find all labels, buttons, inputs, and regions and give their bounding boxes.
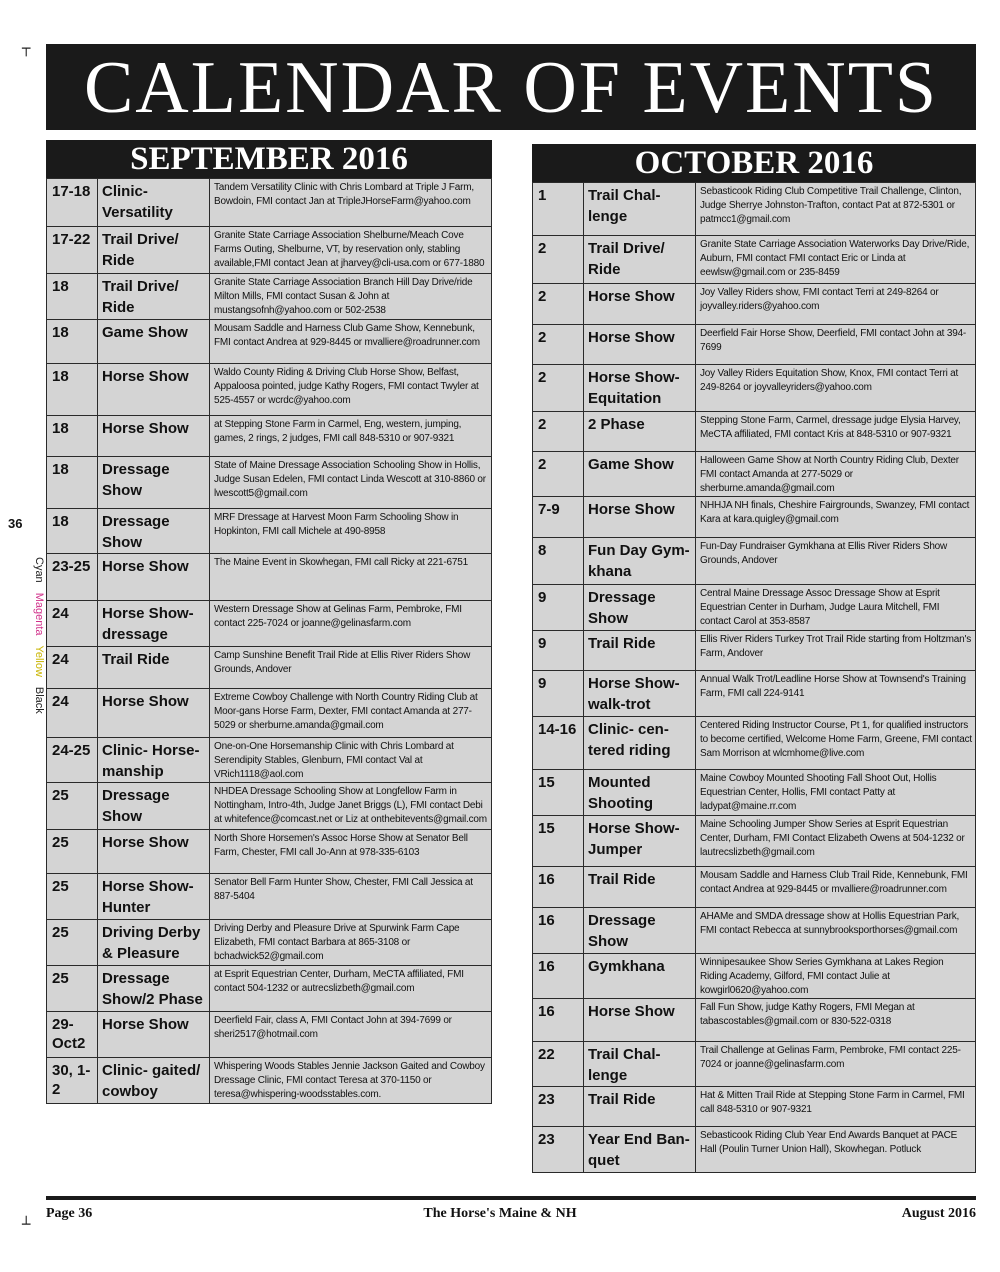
event-row: [533, 236, 976, 284]
event-type: Horse Show: [584, 284, 696, 325]
footer-publication: The Horse's Maine & NH: [423, 1206, 577, 1221]
event-description: Winnipesaukee Show Series Gymkhana at Lakes Region Riding Academy, Gilford, FMI contact Julie at kowgirl0620@yahoo.com: [696, 954, 976, 999]
event-date: 23: [533, 1087, 584, 1127]
event-type: Trail Drive/ Ride: [98, 227, 210, 274]
event-type: Dressage Show: [98, 783, 210, 830]
september-events-table: [46, 178, 492, 1104]
event-description: Central Maine Dressage Assoc Dressage Show at Esprit Equestrian Center in Durham, Judge Laura Mitchell, FMI contact Carol at 353-8587: [696, 585, 976, 631]
event-date: 2: [533, 325, 584, 365]
event-description: Mousam Saddle and Harness Club Trail Ride, Kennebunk, FMI contact Andrea at 929-8445 or mvalliere@roadrunner.com: [696, 867, 976, 908]
event-type: Trail Ride: [584, 631, 696, 671]
event-row: [47, 554, 492, 601]
event-type: Horse Show-dressage: [98, 601, 210, 647]
event-type: Clinic- cen-tered riding: [584, 717, 696, 770]
event-description: North Shore Horsemen's Assoc Horse Show at Senator Bell Farm, Chester, FMI call Jo-Ann at 978-335-6103: [210, 830, 492, 874]
event-description: Granite State Carriage Association Waterworks Day Drive/Ride, Auburn, FMI contact FMI contact Eric or Linda at eewlsw@gmail.com or 235-8459: [696, 236, 976, 284]
event-type: Dressage Show: [98, 457, 210, 509]
event-type: 2 Phase: [584, 412, 696, 452]
event-description: Maine Schooling Jumper Show Series at Esprit Equestrian Center, Durham, FMI Contact Elizabeth Owens at 504-1232 or lautrecslizbeth@gmail.com: [696, 816, 976, 867]
event-type: Trail Chal-lenge: [584, 183, 696, 236]
event-date: 15: [533, 816, 584, 867]
event-row: [533, 717, 976, 770]
event-description: Halloween Game Show at North Country Riding Club, Dexter FMI contact Amanda at 277-5029 or sherburne.amanda@gmail.com: [696, 452, 976, 497]
event-type: Trail Ride: [584, 867, 696, 908]
event-row: [533, 908, 976, 954]
event-description: Trail Challenge at Gelinas Farm, Pembroke, FMI contact 225-7024 or joanne@gelinasfarm.com: [696, 1042, 976, 1087]
event-date: 25: [47, 966, 98, 1012]
event-type: Horse Show: [584, 497, 696, 538]
event-description: Granite State Carriage Association Branch Hill Day Drive/ride Milton Mills, FMI contact Susan & John at mustangsofnh@yahoo.com or 502-2538: [210, 274, 492, 320]
event-description: Joy Valley Riders show, FMI contact Terri at 249-8264 or joyvalley.riders@yahoo.com: [696, 284, 976, 325]
color-registration-labels: [33, 557, 45, 727]
event-date: 24: [47, 689, 98, 738]
event-row: [533, 325, 976, 365]
event-date: 17-18: [47, 179, 98, 227]
event-date: 23-25: [47, 554, 98, 601]
event-type: Horse Show: [584, 999, 696, 1042]
event-description: Centered Riding Instructor Course, Pt 1, for qualified instructors to become certified, Welcome Home Farm, Greene, FMI contact Sam Morrison at wlcmhome@live.com: [696, 717, 976, 770]
event-type: Gymkhana: [584, 954, 696, 999]
event-type: Horse Show-Hunter: [98, 874, 210, 920]
event-row: [47, 966, 492, 1012]
event-type: Clinic- Versatility: [98, 179, 210, 227]
event-row: [47, 920, 492, 966]
event-date: 16: [533, 867, 584, 908]
event-row: [47, 1012, 492, 1058]
event-row: [533, 497, 976, 538]
event-row: [47, 320, 492, 364]
event-description: Ellis River Riders Turkey Trot Trail Ride starting from Holtzman's Farm, Andover: [696, 631, 976, 671]
event-type: Horse Show: [98, 830, 210, 874]
event-row: [533, 1087, 976, 1127]
event-date: 25: [47, 874, 98, 920]
event-row: [533, 867, 976, 908]
event-description: at Esprit Equestrian Center, Durham, MeCTA affiliated, FMI contact 504-1232 or autrecslizbeth@gmail.com: [210, 966, 492, 1012]
event-row: [533, 671, 976, 717]
event-description: Annual Walk Trot/Leadline Horse Show at Townsend's Training Farm, FMI call 224-9141: [696, 671, 976, 717]
footer-page: Page 36: [46, 1206, 93, 1221]
event-type: Mounted Shooting: [584, 770, 696, 816]
event-description: NHDEA Dressage Schooling Show at Longfellow Farm in Nottingham, Intro-4th, Judge Janet Briggs (L), FMI contact Debi at whitefence@comcast.net or Liz at onthebitevents@gmail.com: [210, 783, 492, 830]
event-date: 9: [533, 671, 584, 717]
event-row: [533, 365, 976, 412]
event-row: [47, 1058, 492, 1104]
event-description: One-on-One Horsemanship Clinic with Chris Lombard at Serendipity Stables, Glenburn, FMI contact Val at VRich1118@aol.com: [210, 738, 492, 783]
event-date: 2: [533, 452, 584, 497]
event-row: [47, 416, 492, 457]
event-row: [533, 412, 976, 452]
event-type: Horse Show-Jumper: [584, 816, 696, 867]
event-description: Fun-Day Fundraiser Gymkhana at Ellis River Riders Show Grounds, Andover: [696, 538, 976, 585]
event-type: Horse Show-walk-trot: [584, 671, 696, 717]
event-row: [533, 538, 976, 585]
footer-rule: [46, 1196, 976, 1200]
event-date: 25: [47, 920, 98, 966]
footer-date: August 2016: [901, 1206, 976, 1221]
event-type: Trail Drive/ Ride: [584, 236, 696, 284]
event-row: [47, 227, 492, 274]
event-type: Trail Drive/ Ride: [98, 274, 210, 320]
event-description: AHAMe and SMDA dressage show at Hollis Equestrian Park, FMI contact Rebecca at sunnybrooksporthorses@gmail.com: [696, 908, 976, 954]
event-description: Deerfield Fair, class A, FMI Contact John at 394-7699 or sheri2517@hotmail.com: [210, 1012, 492, 1058]
event-date: 16: [533, 999, 584, 1042]
event-row: [47, 274, 492, 320]
event-type: Horse Show: [584, 325, 696, 365]
event-type: Trail Ride: [98, 647, 210, 689]
color-label: Cyan: [33, 557, 45, 583]
event-row: [47, 689, 492, 738]
event-description: Fall Fun Show, judge Kathy Rogers, FMI Megan at tabascostables@gmail.com or 830-522-0318: [696, 999, 976, 1042]
event-description: Granite State Carriage Association Shelburne/Meach Cove Farms Outing, Shelburne, VT, by reservation only, stabling available,FMI contact Jean at jharvey@cli-usa.com or 677-1880: [210, 227, 492, 274]
event-description: Western Dressage Show at Gelinas Farm, Pembroke, FMI contact 225-7024 or joanne@gelinasfarm.com: [210, 601, 492, 647]
event-date: 9: [533, 631, 584, 671]
event-description: Maine Cowboy Mounted Shooting Fall Shoot Out, Hollis Equestrian Center, Hollis, FMI contact Patty at ladypat@maine.rr.com: [696, 770, 976, 816]
color-label: Yellow: [33, 645, 45, 677]
event-date: 25: [47, 830, 98, 874]
september-heading: SEPTEMBER 2016: [46, 140, 492, 178]
event-date: 8: [533, 538, 584, 585]
event-description: Driving Derby and Pleasure Drive at Spurwink Farm Cape Elizabeth, FMI contact Barbara at 865-3108 or bchadwick52@gmail.com: [210, 920, 492, 966]
event-date: 1: [533, 183, 584, 236]
event-type: Clinic- gaited/ cowboy: [98, 1058, 210, 1104]
event-description: Senator Bell Farm Hunter Show, Chester, FMI Call Jessica at 887-5404: [210, 874, 492, 920]
event-row: [533, 284, 976, 325]
event-description: The Maine Event in Skowhegan, FMI call Ricky at 221-6751: [210, 554, 492, 601]
event-date: 17-22: [47, 227, 98, 274]
event-row: [533, 1127, 976, 1173]
event-description: Whispering Woods Stables Jennie Jackson Gaited and Cowboy Dressage Clinic, FMI contact Teresa at 370-1150 or teresa@whispering-woodsstables.com.: [210, 1058, 492, 1104]
page-title: CALENDAR OF EVENTS: [46, 44, 976, 130]
event-description: Joy Valley Riders Equitation Show, Knox, FMI contact Terri at 249-8264 or joyvalleyriders@yahoo.com: [696, 365, 976, 412]
event-date: 18: [47, 274, 98, 320]
event-type: Dressage Show: [584, 585, 696, 631]
event-description: Waldo County Riding & Driving Club Horse Show, Belfast, Appaloosa pointed, judge Kathy Rogers, FMI contact Twyler at 525-4557 or wcrdc@yahoo.com: [210, 364, 492, 416]
event-type: Horse Show: [98, 416, 210, 457]
event-row: [47, 647, 492, 689]
event-row: [47, 509, 492, 554]
event-date: 16: [533, 954, 584, 999]
event-type: Horse Show: [98, 1012, 210, 1058]
event-row: [47, 783, 492, 830]
event-description: MRF Dressage at Harvest Moon Farm Schooling Show in Hopkinton, FMI call Michele at 490-8958: [210, 509, 492, 554]
event-row: [533, 183, 976, 236]
event-date: 18: [47, 320, 98, 364]
event-date: 22: [533, 1042, 584, 1087]
event-row: [533, 816, 976, 867]
event-description: Deerfield Fair Horse Show, Deerfield, FMI contact John at 394-7699: [696, 325, 976, 365]
event-type: Clinic- Horse-manship: [98, 738, 210, 783]
event-description: at Stepping Stone Farm in Carmel, Eng, western, jumping, games, 2 rings, 2 judges, FMI call 848-5310 or 907-9321: [210, 416, 492, 457]
event-description: Stepping Stone Farm, Carmel, dressage judge Elysia Harvey, MeCTA affiliated, FMI contact Kris at 848-5310 or 907-9321: [696, 412, 976, 452]
event-date: 16: [533, 908, 584, 954]
event-row: [47, 601, 492, 647]
event-date: 25: [47, 783, 98, 830]
event-date: 2: [533, 365, 584, 412]
event-date: 18: [47, 457, 98, 509]
event-type: Driving Derby & Pleasure: [98, 920, 210, 966]
event-date: 30, 1-2: [47, 1058, 98, 1104]
event-date: 29-Oct2: [47, 1012, 98, 1058]
event-description: Extreme Cowboy Challenge with North Country Riding Club at Moor-gans Horse Farm, Dexter, FMI contact Amanda at 277-5029 or sherburne.amanda@gmail.com: [210, 689, 492, 738]
color-label: Black: [33, 686, 45, 714]
event-row: [533, 999, 976, 1042]
event-row: [47, 738, 492, 783]
event-type: Horse Show: [98, 364, 210, 416]
event-type: Dressage Show: [98, 509, 210, 554]
event-row: [533, 585, 976, 631]
crop-mark-bottom: ┴: [22, 1217, 31, 1233]
event-description: Mousam Saddle and Harness Club Game Show, Kennebunk, FMI contact Andrea at 929-8445 or mvalliere@roadrunner.com: [210, 320, 492, 364]
event-description: NHHJA NH finals, Cheshire Fairgrounds, Swanzey, FMI contact Kara at kara.quigley@gmail.com: [696, 497, 976, 538]
event-type: Year End Ban-quet: [584, 1127, 696, 1173]
event-row: [47, 457, 492, 509]
event-type: Dressage Show/2 Phase: [98, 966, 210, 1012]
event-type: Horse Show: [98, 554, 210, 601]
event-date: 2: [533, 284, 584, 325]
event-description: Sebasticook Riding Club Year End Awards Banquet at PACE Hall (Poulin Turner Union Hall), Skowhegan. Potluck: [696, 1127, 976, 1173]
event-row: [533, 452, 976, 497]
event-row: [47, 364, 492, 416]
event-type: Trail Chal-lenge: [584, 1042, 696, 1087]
event-description: Hat & Mitten Trail Ride at Stepping Stone Farm in Carmel, FMI call 848-5310 or 907-9321: [696, 1087, 976, 1127]
event-type: Horse Show: [98, 689, 210, 738]
event-type: Dressage Show: [584, 908, 696, 954]
event-date: 2: [533, 412, 584, 452]
october-heading: OCTOBER 2016: [532, 144, 976, 182]
event-date: 7-9: [533, 497, 584, 538]
event-date: 24-25: [47, 738, 98, 783]
event-date: 14-16: [533, 717, 584, 770]
event-type: Horse Show-Equitation: [584, 365, 696, 412]
event-description: Camp Sunshine Benefit Trail Ride at Ellis River Riders Show Grounds, Andover: [210, 647, 492, 689]
event-row: [533, 770, 976, 816]
event-row: [47, 179, 492, 227]
event-date: 2: [533, 236, 584, 284]
event-date: 18: [47, 416, 98, 457]
event-type: Fun Day Gym-khana: [584, 538, 696, 585]
october-events-table: [532, 182, 976, 1173]
event-type: Game Show: [584, 452, 696, 497]
event-type: Game Show: [98, 320, 210, 364]
color-label: Magenta: [33, 592, 45, 636]
event-date: 24: [47, 647, 98, 689]
event-description: Tandem Versatility Clinic with Chris Lombard at Triple J Farm, Bowdoin, FMI contact Jan at TripleJHorseFarm@yahoo.com: [210, 179, 492, 227]
event-type: Trail Ride: [584, 1087, 696, 1127]
page-number-side: 36: [8, 516, 23, 531]
event-date: 9: [533, 585, 584, 631]
crop-mark-top: ┬: [22, 41, 31, 57]
event-row: [47, 830, 492, 874]
event-description: State of Maine Dressage Association Schooling Show in Hollis, Judge Susan Edelen, FMI contact Linda Wescott at 310-8860 or lwescott5@gmail.com: [210, 457, 492, 509]
event-date: 18: [47, 364, 98, 416]
event-row: [533, 954, 976, 999]
event-date: 15: [533, 770, 584, 816]
event-date: 18: [47, 509, 98, 554]
event-date: 23: [533, 1127, 584, 1173]
event-date: 24: [47, 601, 98, 647]
event-row: [47, 874, 492, 920]
event-row: [533, 631, 976, 671]
event-description: Sebasticook Riding Club Competitive Trail Challenge, Clinton, Judge Sherrye Johnston-Trafton, contact Pat at 872-5301 or patmcc1@gmail.com: [696, 183, 976, 236]
event-row: [533, 1042, 976, 1087]
